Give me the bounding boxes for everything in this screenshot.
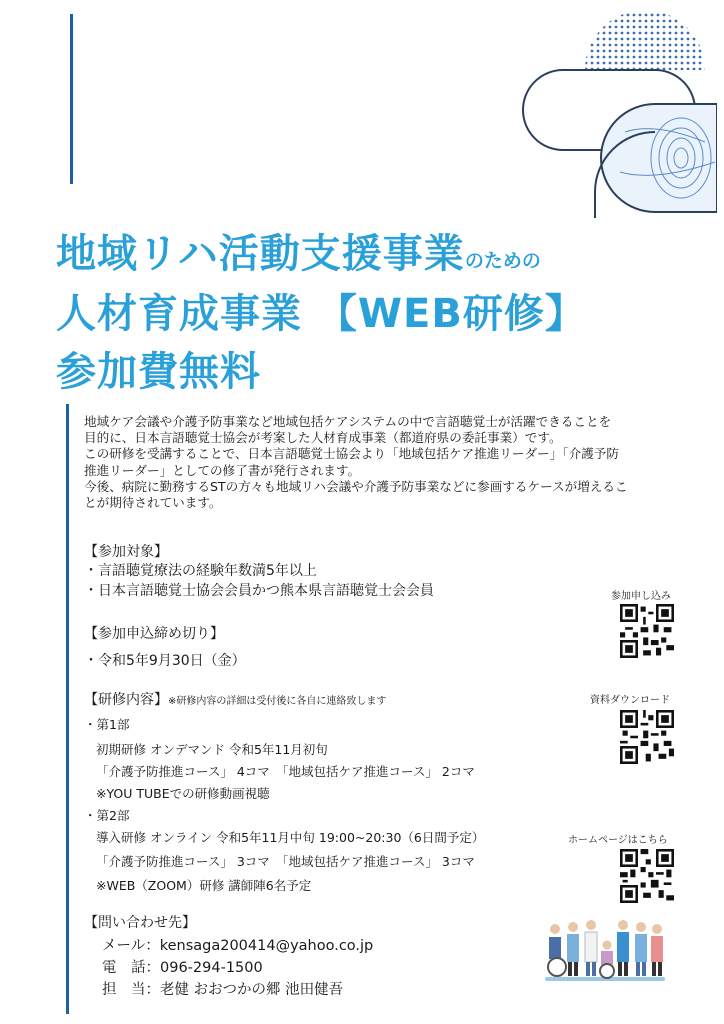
title-line3: 参加費無料 (56, 349, 261, 395)
part1-line-3: ※YOU TUBEでの研修動画視聴 (96, 786, 270, 801)
qr-apply-label: 参加申し込み (611, 591, 671, 602)
title-line1: 地域リハ活動支援事業のための (56, 231, 541, 277)
contact-heading: 【問い合わせ先】 (84, 915, 196, 931)
content-note: ※研修内容の詳細は受付後に各自に連絡致します (168, 696, 387, 707)
top-accent-line (70, 14, 73, 184)
body-accent-line (66, 404, 69, 1014)
qr-home[interactable] (620, 849, 674, 903)
contact-phone: 電 話：096-294-1500 (102, 960, 263, 976)
target-item-1: ・言語聴覚療法の経験年数満5年以上 (84, 563, 317, 579)
part2-line-1: 導入研修 オンライン 令和5年11月中旬 19:00~20:30（6日間予定） (96, 830, 485, 845)
qr-download-label: 資料ダウンロード (590, 695, 670, 706)
deadline-item: ・令和5年9月30日（金） (84, 653, 246, 669)
qr-apply[interactable] (620, 604, 674, 658)
part1-title: ・第1部 (84, 717, 130, 732)
intro-text: 地域ケア会議や介護予防事業など地域包括ケアシステムの中で言語聴覚士が活躍できることを 目的に、日本言語聴覚士協会が考案した人材育成事業（都道府県の委託事業）です。 この研修を受講することで、日本言語聴覚士協会より「地域包括ケア推進リーダー」「介護予防 推進リーダー」としての修了書が発行されます。 今後、病院に勤務するSTの方々も地域リハ会議や介護予防事業などに参画するケースが増えるこ とが期待されています。 (84, 414, 628, 511)
part2-line-3: ※WEB（ZOOM）研修 講師陣6名予定 (96, 878, 312, 893)
part1-line-1: 初期研修 オンデマンド 令和5年11月初旬 (96, 742, 328, 757)
qr-home-label: ホームページはこちら (568, 835, 668, 846)
part2-line-2: 「介護予防推進コース」 3コマ 「地域包括ケア推進コース」 3コマ (96, 854, 475, 869)
qr-download[interactable] (620, 710, 674, 764)
part2-title: ・第2部 (84, 808, 130, 823)
contact-mail: メール：kensaga200414@yahoo.co.jp (102, 938, 374, 954)
title-line1-suffix: のための (464, 250, 541, 272)
content-heading: 【研修内容】※研修内容の詳細は受付後に各自に連絡致します (84, 692, 387, 708)
title-line2: 人材育成事業 【WEB研修】 (56, 291, 586, 337)
target-heading: 【参加対象】 (84, 544, 168, 560)
deadline-heading: 【参加申込締め切り】 (84, 626, 224, 642)
decorative-shapes (505, 12, 717, 218)
people-illustration (545, 915, 665, 983)
part1-line-2: 「介護予防推進コース」 4コマ 「地域包括ケア推進コース」 2コマ (96, 764, 475, 779)
contact-person: 担 当：老健 おおつかの郷 池田健吾 (102, 982, 344, 998)
target-item-2: ・日本言語聴覚士協会会員かつ熊本県言語聴覚士会会員 (84, 583, 434, 599)
